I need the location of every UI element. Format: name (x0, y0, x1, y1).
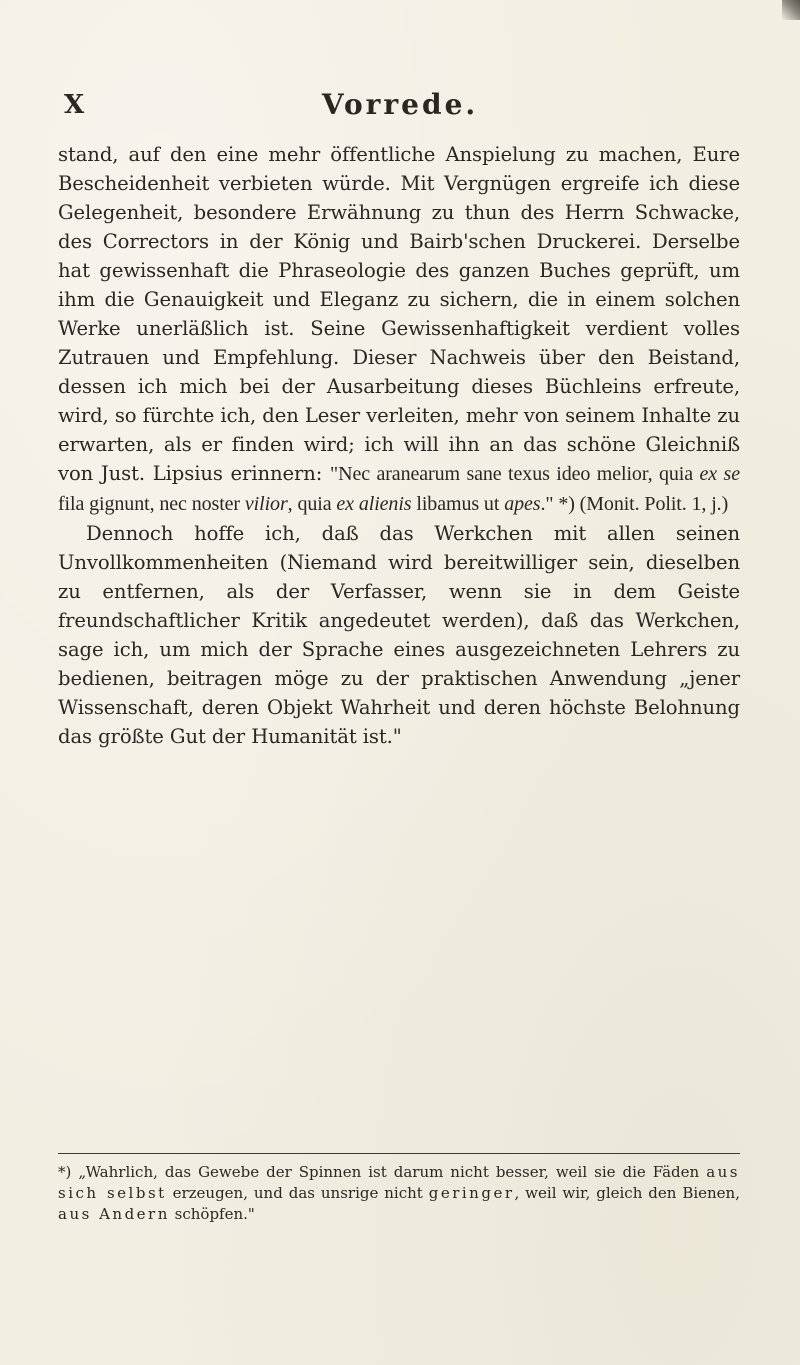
running-title: Vorrede. (321, 88, 479, 121)
latin-emphasis: ex se (699, 463, 740, 485)
footnote-spaced-text: aus sich selbst (58, 1163, 740, 1202)
footnote-spaced-text: aus Andern (58, 1205, 170, 1223)
paragraph-1 (58, 140, 740, 519)
main-text (58, 140, 740, 751)
latin-quote: "Nec aranearum sane texus ideo melior, quia ex se fila gignunt, nec noster vilior, quia ex alienis libamus ut apes." *) (Monit. Polit. 1, j.) (58, 463, 740, 515)
footnote: *) „Wahrlich, das Gewebe der Spinnen ist darum nicht besser, weil sie die Fäden aus sich selbst erzeugen, und das unsrige nicht geringer, weil wir, gleich den Bienen, aus Andern schöpfen." (58, 1163, 740, 1223)
latin-emphasis: apes (504, 493, 541, 515)
latin-emphasis: vilior (244, 493, 288, 515)
footnote-spaced-text: geringer (428, 1184, 515, 1202)
page-number: X (64, 90, 86, 120)
paragraph-2: Dennoch hoffe ich, daß das Werkchen mit allen seinen Unvollkommenheiten (Niemand wird bereitwilliger sein, dieselben zu entfernen, als der Verfasser, wenn sie in dem Geiste freundschaftlicher Kritik angedeutet werden), daß das Werkchen, sage ich, um mich der Sprache eines ausgezeichneten Lehrers zu bedienen, beitragen möge zu der praktischen Anwendung „jener Wissenschaft, deren Objekt Wahrheit und deren höchste Belohnung das größte Gut der Humanität ist." (58, 522, 740, 748)
scan-edge-artifact (782, 0, 800, 20)
paragraph-1-text: stand, auf den eine mehr öffentliche Anspielung zu machen, Eure Bescheidenheit verbieten würde. Mit Vergnügen ergreife ich diese Gelegenheit, besondere Erwähnung zu thun des Herrn Schwacke, des Correctors in der König und Bairb'schen Druckerei. Derselbe hat gewissenhaft die Phraseologie des ganzen Buches geprüft, um ihm die Genauigkeit und Eleganz zu sichern, die in einem solchen Werke unerläßlich ist. Seine Gewissenhaftigkeit verdient volles Zutrauen und Empfehlung. Dieser Nachweis über den Beistand, dessen ich mich bei der Ausarbeitung dieses Büchleins erfreute, wird, so fürchte ich, den Leser verleiten, mehr von seinem Inhalte zu erwarten, als er finden wird; ich will ihn an das schöne Gleichniß von Just. Lipsius erinnern: (58, 143, 740, 485)
latin-emphasis: ex alienis (336, 493, 412, 515)
footnote-divider (58, 1153, 740, 1154)
page-header (60, 88, 740, 124)
